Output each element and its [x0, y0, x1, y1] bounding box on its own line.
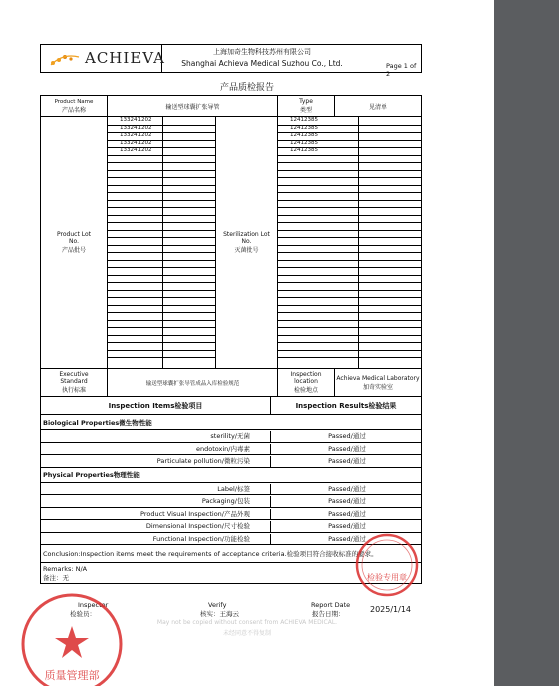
lot-number: 133241202	[120, 147, 152, 153]
lot-number: 133241202	[120, 139, 152, 146]
phys-item-result: Passed/通过	[270, 521, 423, 532]
lot-number: 133241202	[120, 124, 152, 131]
conclusion-text: Conclusion:Inspection items meet the requirements of acceptance criteria.检验项目符合接收标准的要求。	[43, 550, 378, 558]
verify-label-en: Verify	[208, 601, 227, 609]
lot-grid-line	[278, 222, 421, 223]
standard-label-en: Executive Standard	[59, 371, 89, 385]
report-date-label-en: Report Date	[311, 601, 351, 609]
type-value-text: 见清单	[368, 103, 387, 111]
lot-grid-line	[278, 327, 421, 328]
type-label-en: Type	[299, 98, 313, 105]
lot-numbers-block	[41, 117, 421, 369]
phys-item-label: Dimensional Inspection/尺寸检验	[145, 522, 250, 530]
product-name-label-en: Product Name	[54, 98, 94, 105]
bio-item-label: sterility/无菌	[210, 432, 250, 440]
lot-grid-line	[278, 207, 421, 208]
lot-grid-line	[278, 215, 421, 216]
lot-grid-line	[278, 357, 421, 358]
product-name-label-cn: 产品名称	[61, 106, 86, 114]
lot-number: 12412385	[290, 147, 318, 153]
bio-item-result: Passed/通过	[270, 456, 423, 467]
logo	[41, 45, 165, 72]
lot-grid-line	[278, 185, 421, 186]
report-date-label-cn: 报告日期：	[312, 610, 345, 618]
lot-grid-line	[278, 170, 421, 171]
results-header: Inspection Results检验结果	[270, 397, 421, 414]
lot-grid-line	[278, 260, 421, 261]
lot-grid-line	[278, 350, 421, 351]
phys-item-result: Passed/通过	[270, 496, 423, 507]
lot-grid-line	[278, 342, 421, 343]
logo-text: ACHIEVA	[85, 49, 165, 67]
phys-item-result: Passed/通过	[270, 534, 423, 545]
sterilization-lot-label	[215, 117, 277, 368]
phys-item-label: Packaging/包装	[201, 497, 250, 505]
watermark-en: May not be copied without consent from ACHIEVA MEDICAL.	[156, 619, 338, 626]
lot-grid-divider	[162, 117, 163, 368]
standard-value-text: 输送型球囊扩张导管成品入库检验规范	[145, 380, 240, 387]
type-label-cn: 类型	[299, 107, 312, 114]
biological-section-title: Biological Properties微生物性能	[41, 415, 421, 430]
type-label	[277, 96, 334, 116]
product-name-label	[41, 96, 107, 116]
lot-grid-line	[278, 245, 421, 246]
lot-grid-line	[278, 200, 421, 201]
bio-item-label: endotoxin/内毒素	[195, 444, 250, 453]
lot-grid-line	[278, 275, 421, 276]
verify-label-cn: 核实：王海云	[200, 610, 239, 618]
lot-grid-line	[278, 252, 421, 253]
lot-grid-line	[278, 297, 421, 298]
phys-item-label: Label/标签	[217, 484, 250, 493]
location-label-cn: 检验地点	[293, 387, 318, 394]
company-name	[162, 45, 362, 74]
product-lot-label-cn: 产品批号	[61, 247, 86, 254]
phys-item-result: Passed/通过	[270, 509, 423, 520]
lot-grid-divider	[358, 117, 359, 368]
type-value	[334, 96, 421, 116]
document-title: 产品质检报告	[219, 83, 274, 93]
phys-item-result: Passed/通过	[270, 484, 423, 495]
location-value	[334, 369, 421, 396]
achieva-logo-icon	[49, 51, 85, 67]
lot-grid-line	[278, 162, 421, 163]
svg-text:检验专用章: 检验专用章	[367, 573, 407, 582]
standard-label	[41, 369, 107, 396]
svg-text:质量管理部: 质量管理部	[44, 669, 100, 682]
lot-number: 133241202	[120, 117, 152, 123]
quality-dept-seal	[12, 584, 132, 686]
lot-grid-line	[278, 305, 421, 306]
standard-row	[41, 369, 421, 397]
viewer-sidebar	[494, 0, 559, 686]
lot-grid-line	[278, 312, 421, 313]
remarks-cn: 备注：无	[43, 574, 69, 582]
location-label-en: Inspection location	[290, 371, 322, 385]
items-header: Inspection Items检验项目	[108, 401, 203, 410]
bio-item-label: Particulate pollution/微粒污染	[156, 457, 250, 465]
lot-number: 12412385	[290, 132, 318, 138]
product-lot-label-en: Product Lot No.	[57, 231, 91, 245]
location-label	[277, 369, 334, 396]
sterilization-lot-label-cn: 灭菌批号	[234, 247, 259, 254]
sterilization-lot-label-en: Sterilization Lot No.	[223, 231, 270, 245]
location-value-cn: 加奇实验室	[362, 383, 393, 391]
page-info: Page 1 of 2	[386, 62, 417, 78]
lot-grid-line	[278, 192, 421, 193]
physical-section-title: Physical Properties物理性能	[41, 468, 421, 483]
lot-number: 12412385	[290, 117, 318, 123]
bio-item-result: Passed/通过	[270, 444, 423, 455]
lot-grid-line	[278, 230, 421, 231]
standard-value	[107, 369, 277, 396]
watermark-cn: 未经同意不得复制	[222, 630, 271, 637]
inspection-seal	[352, 530, 422, 600]
lot-number: 12412385	[290, 124, 318, 131]
standard-label-cn: 执行标准	[61, 387, 86, 394]
phys-item-label: Functional Inspection/功能检验	[152, 534, 250, 543]
results-table-header	[41, 397, 421, 415]
location-value-en: Achieva Medical Laboratory	[336, 374, 420, 382]
product-name-value	[107, 96, 277, 116]
remarks-en: Remarks: N/A	[43, 565, 88, 573]
company-name-cn: 上海加奇生物科技苏州有限公司	[213, 48, 311, 56]
lot-grid-line	[278, 267, 421, 268]
lot-grid-line	[278, 155, 421, 156]
product-name-value-text: 输送型球囊扩张导管	[165, 103, 220, 111]
bio-item-result: Passed/通过	[270, 431, 423, 442]
product-lot-label	[41, 117, 107, 368]
lot-grid-line	[278, 177, 421, 178]
report-date-value: 2025/1/14	[370, 605, 412, 614]
inspector-label-cn: 检验员：	[70, 610, 96, 618]
phys-item-label: Product Visual Inspection/产品外观	[140, 509, 250, 518]
lot-grid-line	[278, 282, 421, 283]
lot-number: 12412385	[290, 139, 318, 146]
lot-grid-line	[278, 237, 421, 238]
document-header	[40, 44, 422, 78]
inspector-label-en: Inspector	[78, 601, 109, 609]
product-lot-column	[107, 117, 215, 368]
sterilization-lot-column	[277, 117, 421, 368]
lot-grid-line	[278, 335, 421, 336]
lot-grid-line	[278, 320, 421, 321]
product-name-row	[41, 96, 421, 117]
lot-grid-line	[278, 290, 421, 291]
inspection-form	[40, 95, 422, 584]
company-name-en: Shanghai Achieva Medical Suzhou Co., Ltd.	[181, 59, 343, 68]
lot-number: 133241202	[120, 132, 152, 138]
